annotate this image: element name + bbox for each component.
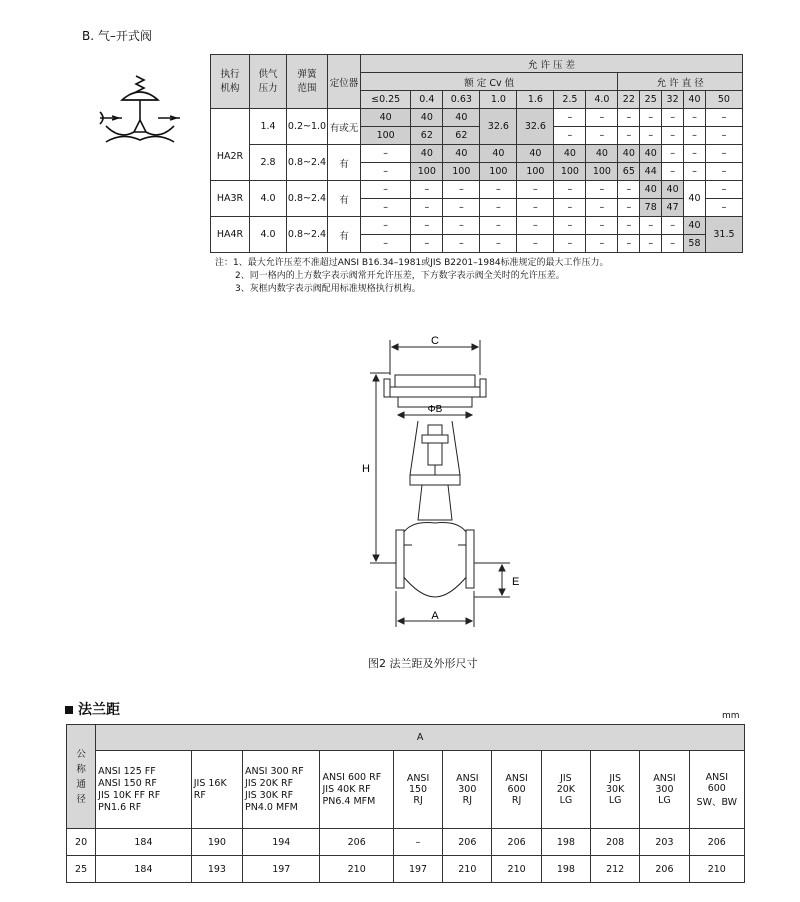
value-cell: 100: [443, 163, 480, 181]
value-cell: 40: [640, 145, 662, 163]
value-cell: 100: [480, 163, 517, 181]
value-cell: –: [517, 181, 554, 199]
value-cell: 58: [684, 235, 706, 253]
value-cell: 47: [662, 199, 684, 217]
value-cell: 206: [320, 829, 393, 856]
value-cell: –: [640, 217, 662, 235]
value-cell: 197: [393, 856, 442, 883]
value-cell: 206: [640, 856, 689, 883]
value-cell: 44: [640, 163, 662, 181]
value-cell: 40: [618, 145, 640, 163]
notes: [215, 257, 609, 296]
section-b-title: B. 气–开式阀: [82, 29, 152, 43]
value-cell: 40: [684, 181, 706, 217]
value-cell: –: [618, 181, 640, 199]
unit-label: mm: [722, 711, 740, 721]
value-cell: –: [517, 217, 554, 235]
standard-header: ANSI 600 SW、BW: [689, 751, 744, 829]
cv-header: 1.6: [517, 91, 554, 109]
value-cell: –: [517, 235, 554, 253]
value-cell: –: [411, 199, 443, 217]
value-cell: –: [662, 127, 684, 145]
spring-range-cell: 0.2~1.0: [287, 109, 328, 145]
value-cell: –: [554, 109, 586, 127]
standard-header: JIS 30K LG: [591, 751, 640, 829]
value-cell: –: [705, 199, 742, 217]
value-cell: 184: [96, 856, 192, 883]
value-cell: 100: [517, 163, 554, 181]
note-1: 注：1、最大允许压差不准超过ANSI B16.34–1981或JIS B2201–1984标准规定的最大工作压力。: [215, 258, 609, 268]
cv-header: 1.0: [480, 91, 517, 109]
standard-header: ANSI 300 RF JIS 20K RF JIS 30K RF PN4.0 MFM: [243, 751, 320, 829]
value-cell: –: [640, 235, 662, 253]
value-cell: –: [554, 181, 586, 199]
air-pressure-cell: 4.0: [250, 181, 287, 217]
value-cell: 100: [554, 163, 586, 181]
flange-title-text: 法兰距: [78, 702, 120, 718]
diameter-header: 50: [705, 91, 742, 109]
cv-header: ≤0.25: [361, 91, 411, 109]
value-cell: 32.6: [480, 109, 517, 145]
value-cell: –: [480, 235, 517, 253]
value-cell: 40: [480, 145, 517, 163]
dimension-a-label: A: [431, 610, 439, 622]
square-bullet-icon: [65, 706, 73, 714]
standard-header: ANSI 125 FF ANSI 150 RF JIS 10K FF RF PN1.6 RF: [96, 751, 192, 829]
value-cell: 62: [443, 127, 480, 145]
value-cell: –: [662, 163, 684, 181]
positioner-cell: 有: [328, 217, 361, 253]
cv-header: 4.0: [586, 91, 618, 109]
value-cell: –: [393, 829, 442, 856]
note-3: 3、灰框内数字表示阀配用标准规格执行机构。: [235, 284, 421, 294]
head-actuator: 执行 机构: [211, 55, 250, 109]
flange-distance-table: [66, 724, 745, 883]
value-cell: –: [411, 235, 443, 253]
spring-range-cell: 0.8~2.4: [287, 145, 328, 181]
allowable-pressure-table: [210, 54, 743, 253]
value-cell: –: [618, 199, 640, 217]
value-cell: –: [586, 181, 618, 199]
value-cell: 206: [689, 829, 744, 856]
positioner-cell: 有: [328, 145, 361, 181]
value-cell: –: [361, 145, 411, 163]
value-cell: –: [554, 217, 586, 235]
standard-header: ANSI 150 RJ: [393, 751, 442, 829]
value-cell: 198: [541, 856, 590, 883]
head-spring-range: 弹簧 范围: [287, 55, 328, 109]
cv-header: 0.4: [411, 91, 443, 109]
value-cell: –: [662, 217, 684, 235]
value-cell: 100: [411, 163, 443, 181]
standard-header: ANSI 300 LG: [640, 751, 689, 829]
value-cell: 198: [541, 829, 590, 856]
value-cell: 190: [191, 829, 242, 856]
value-cell: 210: [492, 856, 541, 883]
value-cell: 210: [320, 856, 393, 883]
value-cell: –: [443, 181, 480, 199]
positioner-cell: 有: [328, 181, 361, 217]
value-cell: –: [705, 109, 742, 127]
value-cell: 40: [411, 109, 443, 127]
value-cell: 208: [591, 829, 640, 856]
diameter-header: 32: [662, 91, 684, 109]
value-cell: –: [443, 217, 480, 235]
value-cell: –: [618, 127, 640, 145]
air-pressure-cell: 1.4: [250, 109, 287, 145]
dimension-c-label: C: [431, 335, 439, 347]
value-cell: –: [480, 217, 517, 235]
value-cell: –: [361, 235, 411, 253]
standard-header: JIS 16K RF: [191, 751, 242, 829]
value-cell: –: [618, 109, 640, 127]
value-cell: –: [443, 199, 480, 217]
value-cell: 194: [243, 829, 320, 856]
positioner-cell: 有或无: [328, 109, 361, 145]
value-cell: 212: [591, 856, 640, 883]
value-cell: –: [705, 163, 742, 181]
value-cell: 32.6: [517, 109, 554, 145]
value-cell: –: [705, 145, 742, 163]
value-cell: –: [662, 235, 684, 253]
value-cell: –: [554, 235, 586, 253]
flange-section-title: [65, 699, 120, 719]
value-cell: 40: [361, 109, 411, 127]
value-cell: 40: [554, 145, 586, 163]
value-cell: –: [554, 199, 586, 217]
value-cell: 206: [492, 829, 541, 856]
value-cell: –: [640, 127, 662, 145]
model-ha3r: HA3R: [211, 181, 250, 217]
figure-caption: 图2 法兰距及外形尺寸: [368, 657, 478, 670]
dimension-h-label: H: [362, 463, 370, 475]
value-cell: –: [586, 217, 618, 235]
value-cell: –: [618, 235, 640, 253]
value-cell: 206: [443, 829, 492, 856]
dimension-b-label: ΦB: [427, 404, 443, 415]
value-cell: –: [618, 217, 640, 235]
diameter-header: 22: [618, 91, 640, 109]
value-cell: –: [662, 145, 684, 163]
value-cell: –: [705, 127, 742, 145]
value-cell: –: [586, 127, 618, 145]
value-cell: –: [361, 199, 411, 217]
head-positioner: 定位器: [328, 55, 361, 109]
value-cell: 40: [443, 109, 480, 127]
dimension-e-label: E: [512, 576, 520, 588]
dn-cell: 20: [67, 829, 96, 856]
value-cell: 197: [243, 856, 320, 883]
standard-header: JIS 20K LG: [541, 751, 590, 829]
standard-header: ANSI 300 RJ: [443, 751, 492, 829]
cv-header: 0.63: [443, 91, 480, 109]
value-cell: 40: [684, 217, 706, 235]
table-row: [67, 856, 745, 883]
note-2: 2、同一格内的上方数字表示阀常开允许压差，下方数字表示阀全关时的允许压差。: [235, 271, 565, 281]
value-cell: –: [684, 163, 706, 181]
value-cell: 78: [640, 199, 662, 217]
value-cell: –: [684, 145, 706, 163]
value-cell: –: [684, 127, 706, 145]
head-a: A: [96, 725, 745, 751]
value-cell: 203: [640, 829, 689, 856]
head-air-pressure: 供气 压力: [250, 55, 287, 109]
dn-cell: 25: [67, 856, 96, 883]
air-to-open-valve-symbol-icon: [92, 70, 192, 160]
value-cell: 40: [443, 145, 480, 163]
value-cell: –: [662, 109, 684, 127]
standard-header: ANSI 600 RF JIS 40K RF PN6.4 MFM: [320, 751, 393, 829]
value-cell: 40: [662, 181, 684, 199]
value-cell: –: [443, 235, 480, 253]
value-cell: –: [586, 109, 618, 127]
head-nominal-diameter: 公 称 通 径: [67, 725, 96, 829]
diameter-header: 40: [684, 91, 706, 109]
value-cell: –: [480, 199, 517, 217]
air-pressure-cell: 2.8: [250, 145, 287, 181]
value-cell: 100: [586, 163, 618, 181]
value-cell: –: [411, 217, 443, 235]
model-ha2r: HA2R: [211, 109, 250, 181]
value-cell: 40: [517, 145, 554, 163]
value-cell: 210: [443, 856, 492, 883]
value-cell: 40: [640, 181, 662, 199]
value-cell: –: [517, 199, 554, 217]
value-cell: –: [361, 181, 411, 199]
value-cell: –: [480, 181, 517, 199]
value-cell: 184: [96, 829, 192, 856]
value-cell: –: [586, 199, 618, 217]
head-allowable-pressure: 允 许 压 差: [361, 55, 743, 73]
value-cell: –: [640, 109, 662, 127]
spring-range-cell: 0.8~2.4: [287, 217, 328, 253]
model-ha4r: HA4R: [211, 217, 250, 253]
value-cell: 193: [191, 856, 242, 883]
table-row: [67, 829, 745, 856]
head-rated-cv: 额 定 Cv 值: [361, 73, 618, 91]
value-cell: 40: [411, 145, 443, 163]
value-cell: 31.5: [705, 217, 742, 253]
value-cell: 40: [586, 145, 618, 163]
head-allowable-diameter: 允 许 直 径: [618, 73, 743, 91]
value-cell: 62: [411, 127, 443, 145]
cv-header: 2.5: [554, 91, 586, 109]
standard-header: ANSI 600 RJ: [492, 751, 541, 829]
value-cell: –: [411, 181, 443, 199]
value-cell: –: [705, 181, 742, 199]
value-cell: –: [554, 127, 586, 145]
value-cell: 100: [361, 127, 411, 145]
value-cell: –: [586, 235, 618, 253]
value-cell: 65: [618, 163, 640, 181]
valve-dimension-drawing: [340, 335, 540, 635]
diameter-header: 25: [640, 91, 662, 109]
value-cell: –: [684, 109, 706, 127]
air-pressure-cell: 4.0: [250, 217, 287, 253]
value-cell: –: [361, 163, 411, 181]
spring-range-cell: 0.8~2.4: [287, 181, 328, 217]
value-cell: –: [361, 217, 411, 235]
value-cell: 210: [689, 856, 744, 883]
